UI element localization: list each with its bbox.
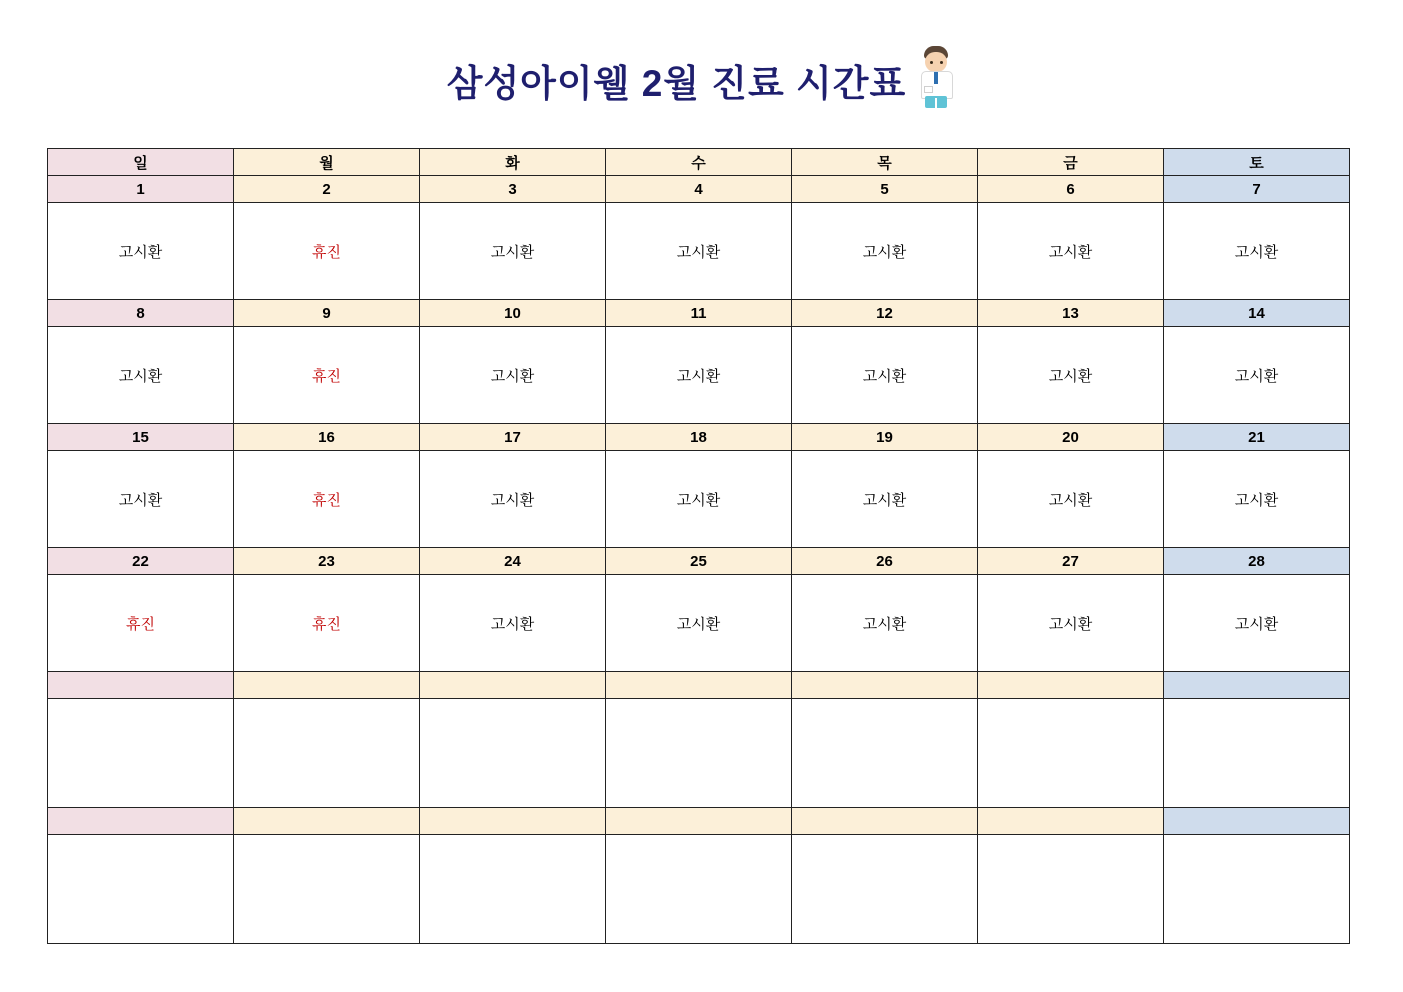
day-header-cell: 일 <box>48 149 234 176</box>
date-number-cell[interactable] <box>48 672 234 699</box>
schedule-entry-label: 고시환 <box>676 367 721 385</box>
schedule-entry-cell[interactable] <box>978 451 1164 548</box>
date-number-row <box>48 424 1350 451</box>
schedule-entry-cell[interactable] <box>1164 451 1350 548</box>
schedule-entry-cell[interactable] <box>792 451 978 548</box>
schedule-table <box>47 148 1350 944</box>
schedule-entry-label: 고시환 <box>862 243 907 261</box>
schedule-entry-label: 고시환 <box>1234 491 1279 509</box>
schedule-entry-cell[interactable] <box>792 203 978 300</box>
date-number-cell[interactable]: 19 <box>792 424 978 451</box>
schedule-entry-cell[interactable] <box>978 203 1164 300</box>
date-number-cell[interactable] <box>792 808 978 835</box>
day-header-cell: 수 <box>606 149 792 176</box>
date-number-cell[interactable]: 20 <box>978 424 1164 451</box>
schedule-entry-cell[interactable] <box>48 203 234 300</box>
schedule-entry-label: 고시환 <box>118 491 163 509</box>
schedule-entry-cell[interactable] <box>48 699 234 808</box>
date-number-cell[interactable] <box>420 672 606 699</box>
schedule-entry-cell[interactable] <box>606 699 792 808</box>
schedule-entry-cell[interactable] <box>234 203 420 300</box>
date-number-cell[interactable] <box>234 672 420 699</box>
schedule-entry-label: 고시환 <box>118 243 163 261</box>
schedule-entry-label: 고시환 <box>862 491 907 509</box>
schedule-entry-label: 휴진 <box>312 367 341 385</box>
doctor-leg-split <box>935 98 937 108</box>
schedule-entry-label: 휴진 <box>312 491 341 509</box>
date-number-cell[interactable]: 5 <box>792 176 978 203</box>
date-number-cell[interactable]: 26 <box>792 548 978 575</box>
schedule-entry-cell[interactable] <box>234 575 420 672</box>
date-number-cell[interactable]: 16 <box>234 424 420 451</box>
schedule-entry-cell[interactable] <box>420 699 606 808</box>
schedule-entry-cell[interactable] <box>48 327 234 424</box>
date-number-cell[interactable]: 2 <box>234 176 420 203</box>
date-number-cell[interactable]: 22 <box>48 548 234 575</box>
date-number-cell[interactable]: 4 <box>606 176 792 203</box>
schedule-entry-cell[interactable] <box>234 327 420 424</box>
schedule-entry-row <box>48 203 1350 300</box>
doctor-tie <box>934 72 938 84</box>
schedule-entry-label: 휴진 <box>312 243 341 261</box>
schedule-entry-cell[interactable] <box>1164 699 1350 808</box>
date-number-cell[interactable]: 9 <box>234 300 420 327</box>
schedule-entry-label: 고시환 <box>1048 367 1093 385</box>
date-number-cell[interactable]: 11 <box>606 300 792 327</box>
schedule-entry-cell[interactable] <box>420 327 606 424</box>
schedule-entry-label: 고시환 <box>862 615 907 633</box>
date-number-row <box>48 300 1350 327</box>
date-number-cell[interactable]: 25 <box>606 548 792 575</box>
schedule-entry-cell[interactable] <box>792 699 978 808</box>
day-header-cell: 목 <box>792 149 978 176</box>
date-number-cell[interactable] <box>606 672 792 699</box>
date-number-cell[interactable]: 10 <box>420 300 606 327</box>
date-number-cell[interactable] <box>978 808 1164 835</box>
date-number-cell[interactable]: 7 <box>1164 176 1350 203</box>
schedule-entry-cell[interactable] <box>606 575 792 672</box>
date-number-row <box>48 548 1350 575</box>
schedule-entry-cell[interactable] <box>234 699 420 808</box>
page-header <box>0 0 1403 114</box>
schedule-entry-label: 고시환 <box>1234 367 1279 385</box>
schedule-entry-label: 고시환 <box>1048 243 1093 261</box>
date-number-cell[interactable] <box>1164 672 1350 699</box>
date-number-cell[interactable]: 3 <box>420 176 606 203</box>
schedule-entry-cell[interactable] <box>234 451 420 548</box>
schedule-entry-cell[interactable] <box>1164 327 1350 424</box>
date-number-cell[interactable]: 23 <box>234 548 420 575</box>
doctor-icon <box>916 46 956 108</box>
schedule-entry-row <box>48 327 1350 424</box>
schedule-entry-cell[interactable] <box>978 699 1164 808</box>
date-number-cell[interactable]: 21 <box>1164 424 1350 451</box>
date-number-cell[interactable]: 27 <box>978 548 1164 575</box>
schedule-entry-cell[interactable] <box>606 451 792 548</box>
day-header-cell: 토 <box>1164 149 1350 176</box>
schedule-entry-cell[interactable] <box>420 575 606 672</box>
page-title: 삼성아이웰 2월 진료 시간표 <box>446 63 907 104</box>
date-number-cell[interactable]: 24 <box>420 548 606 575</box>
schedule-entry-cell[interactable] <box>792 835 978 944</box>
schedule-entry-label: 고시환 <box>1048 615 1093 633</box>
schedule-entry-cell[interactable] <box>606 835 792 944</box>
schedule-entry-label: 고시환 <box>490 615 535 633</box>
schedule-entry-label: 고시환 <box>490 243 535 261</box>
schedule-entry-cell[interactable] <box>1164 575 1350 672</box>
schedule-entry-cell[interactable] <box>234 835 420 944</box>
schedule-entry-cell[interactable] <box>1164 203 1350 300</box>
schedule-entry-label: 휴진 <box>126 615 155 633</box>
date-number-cell[interactable]: 8 <box>48 300 234 327</box>
schedule-entry-label: 고시환 <box>676 491 721 509</box>
date-number-cell[interactable] <box>978 672 1164 699</box>
schedule-entry-label: 고시환 <box>118 367 163 385</box>
date-number-cell[interactable]: 6 <box>978 176 1164 203</box>
day-header-cell: 금 <box>978 149 1164 176</box>
schedule-entry-row <box>48 451 1350 548</box>
schedule-entry-cell[interactable] <box>48 835 234 944</box>
schedule-entry-row <box>48 575 1350 672</box>
schedule-entry-cell[interactable] <box>606 203 792 300</box>
schedule-entry-cell[interactable] <box>48 451 234 548</box>
schedule-entry-label: 고시환 <box>676 615 721 633</box>
doctor-pocket <box>924 86 933 93</box>
schedule-entry-label: 고시환 <box>676 243 721 261</box>
schedule-entry-cell[interactable] <box>420 835 606 944</box>
schedule-entry-cell[interactable] <box>420 203 606 300</box>
doctor-face <box>925 52 947 72</box>
schedule-entry-cell[interactable] <box>978 327 1164 424</box>
schedule-entry-label: 휴진 <box>312 615 341 633</box>
date-number-cell[interactable]: 14 <box>1164 300 1350 327</box>
date-number-cell[interactable]: 18 <box>606 424 792 451</box>
schedule-entry-label: 고시환 <box>490 367 535 385</box>
date-number-cell[interactable]: 15 <box>48 424 234 451</box>
schedule-entry-label: 고시환 <box>1234 243 1279 261</box>
date-number-cell[interactable] <box>792 672 978 699</box>
schedule-entry-row <box>48 835 1350 944</box>
date-number-cell[interactable] <box>606 808 792 835</box>
date-number-row <box>48 176 1350 203</box>
date-number-cell[interactable]: 28 <box>1164 548 1350 575</box>
day-header-cell: 월 <box>234 149 420 176</box>
schedule-entry-row <box>48 699 1350 808</box>
day-header-cell: 화 <box>420 149 606 176</box>
schedule-entry-cell[interactable] <box>792 575 978 672</box>
schedule-entry-cell[interactable] <box>48 575 234 672</box>
date-number-cell[interactable] <box>48 808 234 835</box>
date-number-cell[interactable] <box>1164 808 1350 835</box>
schedule-entry-cell[interactable] <box>420 451 606 548</box>
schedule-entry-label: 고시환 <box>1048 491 1093 509</box>
schedule-entry-label: 고시환 <box>1234 615 1279 633</box>
schedule-entry-cell[interactable] <box>978 835 1164 944</box>
date-number-cell[interactable]: 13 <box>978 300 1164 327</box>
date-number-cell[interactable] <box>420 808 606 835</box>
date-number-row <box>48 808 1350 835</box>
schedule-entry-cell[interactable] <box>978 575 1164 672</box>
date-number-cell[interactable] <box>234 808 420 835</box>
date-number-cell[interactable]: 1 <box>48 176 234 203</box>
schedule-entry-cell[interactable] <box>606 327 792 424</box>
date-number-cell[interactable]: 17 <box>420 424 606 451</box>
schedule-entry-cell[interactable] <box>1164 835 1350 944</box>
schedule-entry-label: 고시환 <box>862 367 907 385</box>
date-number-row <box>48 672 1350 699</box>
schedule-entry-label: 고시환 <box>490 491 535 509</box>
schedule-entry-cell[interactable] <box>792 327 978 424</box>
date-number-cell[interactable]: 12 <box>792 300 978 327</box>
day-header-row <box>48 149 1350 176</box>
